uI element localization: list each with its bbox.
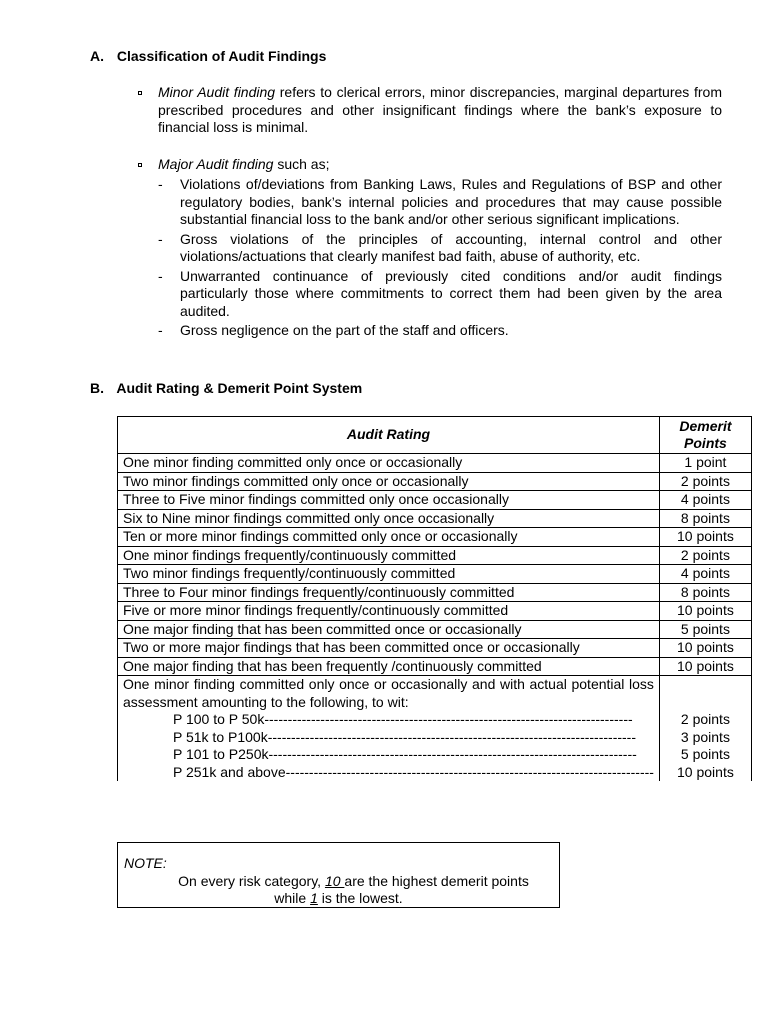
- loss-range-row: P 51k to P100k -------------------------------------------------------------------------------: [123, 729, 654, 747]
- major-finding-paragraph: [158, 156, 722, 174]
- table-row: Two or more major findings that has been committed once or occasionally 10 points: [118, 639, 752, 658]
- dot-leader: -------------------------------------------------------------------------------: [264, 711, 633, 727]
- table-row: Ten or more minor findings committed only once or occasionally 10 points: [118, 528, 752, 547]
- table-row: One minor findings frequently/continuously committed 2 points: [118, 546, 752, 565]
- table-row: Two minor findings frequently/continuously committed 4 points: [118, 565, 752, 584]
- table-row: Two minor findings committed only once or occasionally 2 points: [118, 472, 752, 491]
- demerit-table: [117, 416, 752, 781]
- minor-finding-paragraph: [158, 84, 722, 137]
- list-item: - Gross violations of the principles of accounting, internal control and other violations/actuations that clearly manifest bad faith, abuse of authority, etc.: [158, 230, 722, 264]
- dot-leader: -------------------------------------------------------------------------------: [267, 728, 637, 745]
- minor-finding-term: Minor Audit finding: [158, 84, 276, 100]
- header-demerit-points: Demerit Points: [659, 417, 751, 454]
- dot-leader: -------------------------------------------------------------------------------: [268, 746, 637, 762]
- list-item: - Gross negligence on the part of the staff and officers.: [158, 322, 509, 338]
- note-line-2: while 1 is the lowest.: [274, 890, 403, 906]
- note-box: [117, 842, 560, 908]
- note-line-1: On every risk category, 10 are the highest demerit points: [178, 872, 529, 889]
- square-bullet-icon: [138, 91, 142, 95]
- list-item: - Unwarranted continuance of previously cited conditions and/or audit findings particularly those where commitments to correct them had been given by the area audited.: [158, 267, 722, 319]
- table-row: Five or more minor findings frequently/continuously committed 10 points: [118, 602, 752, 621]
- list-item: - Violations of/deviations from Banking Laws, Rules and Regulations of BSP and other regulatory bodies, bank’s internal policies and procedures that may cause possible substantial financial loss to the bank and/or other serious significant implications.: [158, 176, 722, 227]
- table-header-row: [118, 417, 752, 454]
- loss-range-row: P 251k and above -------------------------------------------------------------------------------: [173, 763, 654, 780]
- section-a-heading: [90, 48, 326, 66]
- major-finding-text: such as;: [273, 156, 330, 172]
- section-b-heading: [90, 380, 362, 398]
- section-b-label: B.: [90, 380, 104, 396]
- table-row: One major finding that has been committed once or occasionally 5 points: [118, 620, 752, 639]
- loss-range-row: P 100 to P 50k -------------------------------------------------------------------------------: [123, 711, 654, 729]
- major-finding-term: Major Audit finding: [158, 156, 274, 172]
- square-bullet-icon: [138, 163, 142, 167]
- header-audit-rating: Audit Rating: [118, 417, 660, 454]
- major-finding-list: [158, 176, 722, 342]
- table-row: Six to Nine minor findings committed only once occasionally 8 points: [118, 509, 752, 528]
- section-b-title: Audit Rating & Demerit Point System: [116, 380, 363, 396]
- dot-leader: -------------------------------------------------------------------------------: [285, 763, 654, 780]
- loss-points-cell: 2 points 3 points 5 points 10 points: [659, 676, 751, 782]
- loss-intro: One minor finding committed only once or occasionally and with actual potential loss assessment amounting to the following, to wit:: [123, 676, 654, 710]
- loss-assessment-cell: [118, 676, 660, 782]
- table-row: One minor finding committed only once or occasionally 1 point: [118, 454, 752, 473]
- loss-range-row: P 101 to P250k -------------------------------------------------------------------------------: [123, 746, 654, 764]
- table-row-loss-assessment: [118, 676, 752, 782]
- table-row: Three to Four minor findings frequently/continuously committed 8 points: [118, 583, 752, 602]
- table-row: One major finding that has been frequently /continuously committed 10 points: [118, 657, 752, 676]
- section-a-label: A.: [90, 48, 104, 64]
- table-row: Three to Five minor findings committed only once occasionally 4 points: [118, 491, 752, 510]
- note-title: NOTE:: [124, 855, 167, 871]
- section-a-title: Classification of Audit Findings: [116, 48, 327, 64]
- minor-finding-text: refers to clerical errors, minor discrepancies, marginal departures from prescribed procedures and other insignificant findings where the bank’s exposure to financial loss is minimal.: [158, 84, 722, 135]
